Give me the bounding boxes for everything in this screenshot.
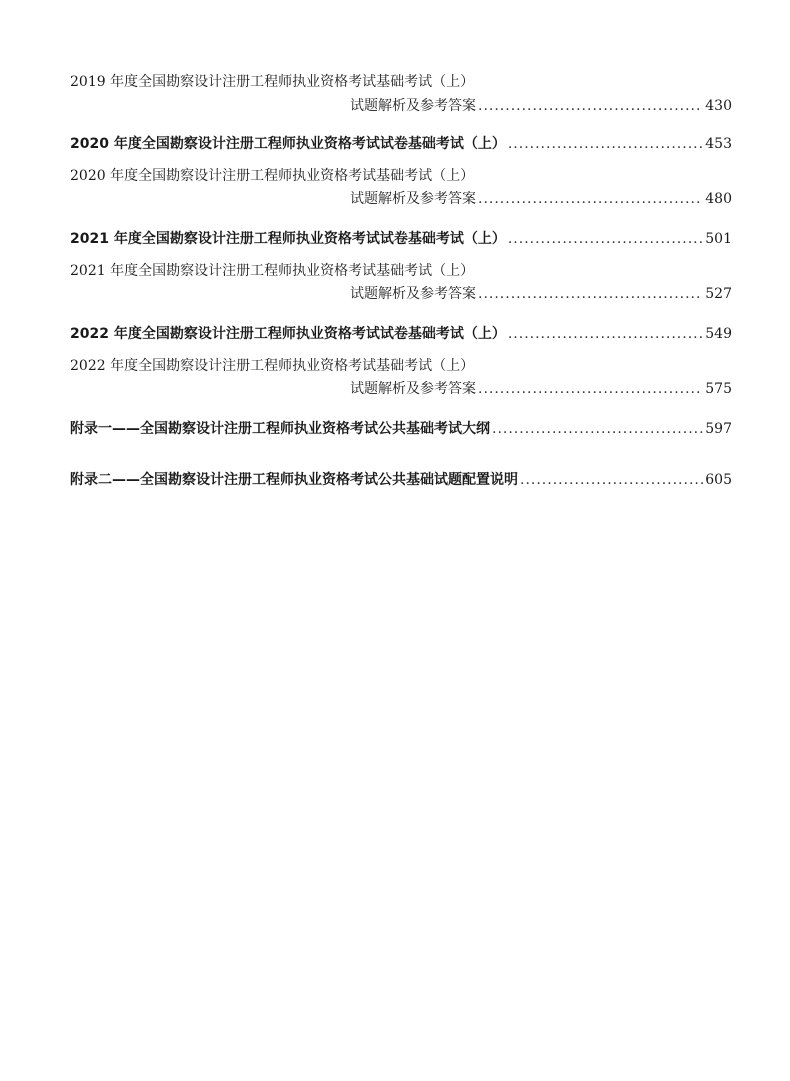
dot-leader	[478, 284, 703, 304]
toc-entry-title: 附录一——全国勘察设计注册工程师执业资格考试公共基础考试大纲	[70, 421, 490, 437]
dot-leader	[508, 229, 703, 249]
toc-entry-row[interactable]	[70, 470, 732, 490]
toc-entry-title-line	[0, 356, 790, 376]
toc-entry-row[interactable]	[70, 229, 732, 249]
toc-entry-title-line	[0, 166, 790, 186]
toc-page-number: 527	[705, 286, 732, 302]
toc-entry[interactable]	[0, 96, 790, 116]
toc-entry-subtitle: 试题解析及参考答案	[350, 286, 476, 302]
toc-entry-row[interactable]	[350, 284, 732, 304]
toc-entry[interactable]	[0, 189, 790, 209]
toc-entry[interactable]	[0, 324, 790, 344]
toc-page-number: 453	[705, 136, 732, 152]
toc-entry-row[interactable]	[350, 379, 732, 399]
toc-entry-title-line	[0, 72, 790, 92]
toc-page-number: 575	[705, 381, 732, 397]
dot-leader	[478, 379, 703, 399]
toc-entry[interactable]	[0, 379, 790, 399]
toc-page-number: 597	[705, 421, 732, 437]
dot-leader	[478, 189, 703, 209]
toc-entry[interactable]	[0, 284, 790, 304]
toc-entry-title: 2020 年度全国勘察设计注册工程师执业资格考试基础考试（上）	[70, 168, 475, 184]
toc-entry-title: 2022 年度全国勘察设计注册工程师执业资格考试基础考试（上）	[70, 358, 475, 374]
toc-page-number: 605	[705, 472, 732, 488]
toc-entry-row[interactable]	[70, 134, 732, 154]
toc-entry-row[interactable]	[350, 189, 732, 209]
toc-entry-subtitle: 试题解析及参考答案	[350, 98, 476, 114]
toc-entry[interactable]	[0, 229, 790, 249]
toc-entry-title: 附录二——全国勘察设计注册工程师执业资格考试公共基础试题配置说明	[70, 472, 518, 488]
dot-leader	[520, 470, 703, 490]
toc-entry-row[interactable]	[350, 96, 732, 116]
toc-entry-row[interactable]	[70, 419, 732, 439]
toc-entry-title: 2020 年度全国勘察设计注册工程师执业资格考试试卷基础考试（上）	[70, 136, 506, 152]
toc-entry-title: 2021 年度全国勘察设计注册工程师执业资格考试基础考试（上）	[70, 263, 475, 279]
toc-page-number: 501	[705, 231, 732, 247]
dot-leader	[478, 96, 703, 116]
toc-entry-title: 2022 年度全国勘察设计注册工程师执业资格考试试卷基础考试（上）	[70, 326, 506, 342]
toc-page-number: 480	[705, 191, 732, 207]
dot-leader	[492, 419, 703, 439]
toc-entry[interactable]	[0, 134, 790, 154]
dot-leader	[508, 324, 703, 344]
toc-page-number: 430	[705, 98, 732, 114]
toc-entry-title-line	[0, 261, 790, 281]
toc-entry-subtitle: 试题解析及参考答案	[350, 191, 476, 207]
toc-entry[interactable]	[0, 419, 790, 439]
toc-entry-subtitle: 试题解析及参考答案	[350, 381, 476, 397]
dot-leader	[508, 134, 703, 154]
toc-entry-row[interactable]	[70, 324, 732, 344]
toc-entry-title: 2021 年度全国勘察设计注册工程师执业资格考试试卷基础考试（上）	[70, 231, 506, 247]
toc-entry-title: 2019 年度全国勘察设计注册工程师执业资格考试基础考试（上）	[70, 74, 475, 90]
toc-entry[interactable]	[0, 470, 790, 490]
toc-page-number: 549	[705, 326, 732, 342]
